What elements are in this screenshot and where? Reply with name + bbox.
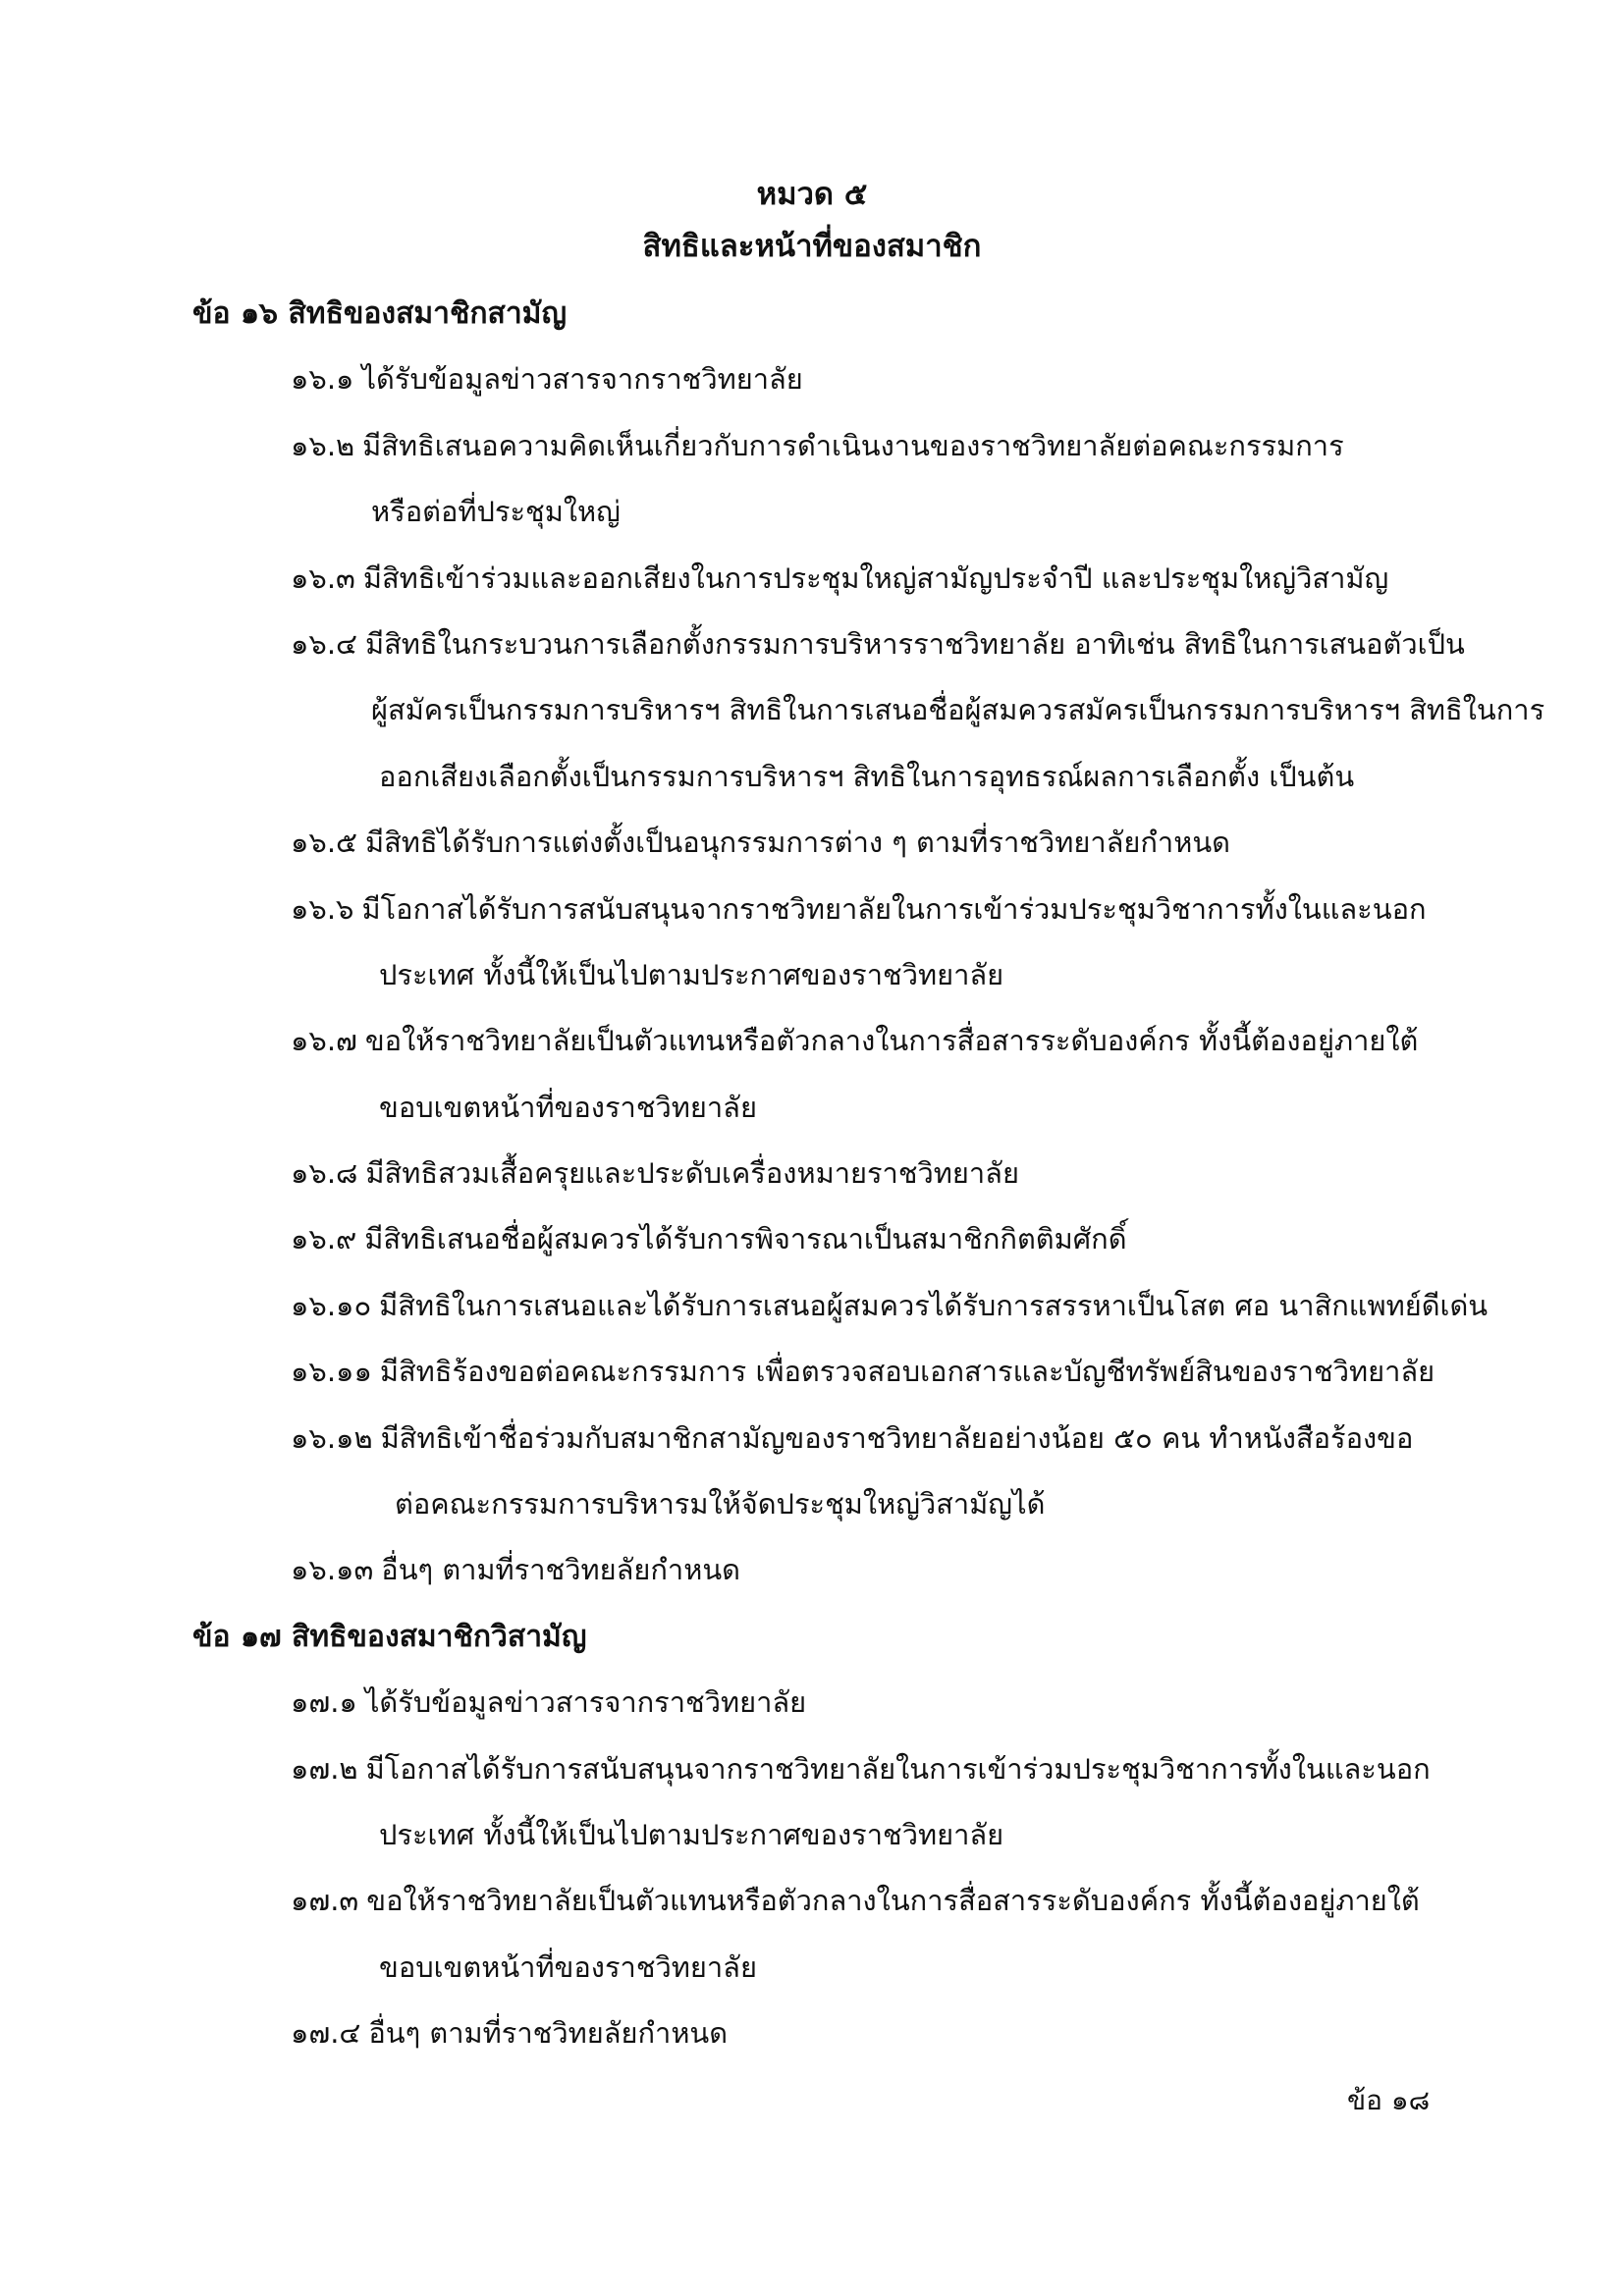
item-text: มีสิทธิได้รับการแต่งตั้งเป็นอนุกรรมการต่าง ๆ ตามที่ราชวิทยาลัยกำหนด (364, 826, 1230, 860)
item-text: มีโอกาสได้รับการสนับสนุนจากราชวิทยาลัยในการเข้าร่วมประชุมวิชาการทั้งในและนอก (361, 891, 1427, 926)
list-item (0, 1273, 1624, 1339)
item-number: ๑๖.๑๓ (291, 1553, 374, 1587)
item-continuation: ประเทศ ทั้งนี้ให้เป็นไปตามประกาศของราชวิทยาลัย (379, 957, 1004, 991)
list-item (0, 1141, 1624, 1206)
item-text: มีสิทธิเข้าชื่อร่วมกับสมาชิกสามัญของราชวิทยาลัยอย่างน้อย ๕๐ คน ทำหนังสือร้องขอ (380, 1420, 1414, 1455)
item-text: อื่นๆ ตามที่ราชวิทยลัยกำหนด (381, 1553, 740, 1587)
section-heading: ข้อ ๑๗ สิทธิของสมาชิกวิสามัญ (192, 1619, 587, 1654)
item-text: มีสิทธิเสนอชื่อผู้สมควรได้รับการพิจารณาเป็นสมาชิกกิตติมศักดิ์ (364, 1222, 1127, 1256)
chapter-title: หมวด ๕ (756, 177, 868, 212)
list-item (0, 810, 1624, 876)
list-item (0, 1537, 1624, 1603)
item-text: ขอให้ราชวิทยาลัยเป็นตัวแทนหรือตัวกลางในการสื่อสารระดับองค์กร ทั้งนี้ต้องอยู่ภายใต้ (364, 1024, 1419, 1058)
list-item (0, 1670, 1624, 1735)
item-number: ๑๖.๕ (291, 826, 357, 860)
item-text: มีสิทธิในกระบวนการเลือกตั้งกรรมการบริหารราชวิทยาลัย อาทิเช่น สิทธิในการเสนอตัวเป็น (364, 626, 1465, 661)
item-text: มีสิทธิสวมเสื้อครุยและประดับเครื่องหมายราชวิทยาลัย (365, 1156, 1019, 1191)
list-item (0, 1406, 1624, 1471)
item-number: ๑๖.๓ (291, 561, 355, 595)
list-item (0, 1868, 1624, 1934)
section-heading: ข้อ ๑๖ สิทธิของสมาชิกสามัญ (192, 296, 568, 331)
item-number: ๑๖.๗ (291, 1024, 357, 1058)
list-item (0, 347, 1624, 412)
item-number: ๑๖.๑๐ (291, 1288, 372, 1322)
list-item (0, 1736, 1624, 1802)
list-item (0, 1339, 1624, 1405)
item-text: มีสิทธิเสนอความคิดเห็นเกี่ยวกับการดำเนินงานของราชวิทยาลัยต่อคณะกรรมการ (362, 428, 1344, 462)
item-continuation: ขอบเขตหน้าที่ของราชวิทยาลัย (379, 1090, 757, 1124)
document-body (0, 281, 1624, 2067)
item-text: มีสิทธิร้องขอต่อคณะกรรมการ เพื่อตรวจสอบเอกสารและบัญชีทรัพย์สินของราชวิทยาลัย (379, 1355, 1435, 1389)
item-number: ๑๖.๑๑ (291, 1355, 372, 1389)
continued-marker: ข้อ ๑๘ (1347, 2084, 1431, 2116)
chapter-subtitle: สิทธิและหน้าที่ของสมาชิก (642, 229, 982, 264)
item-text: มีสิทธิในการเสนอและได้รับการเสนอผู้สมควรได้รับการสรรหาเป็นโสต ศอ นาสิกแพทย์ดีเด่น (379, 1288, 1489, 1322)
item-text: มีโอกาสได้รับการสนับสนุนจากราชวิทยาลัยในการเข้าร่วมประชุมวิชาการทั้งในและนอก (365, 1751, 1431, 1786)
item-number: ๑๗.๒ (291, 1751, 358, 1786)
item-text: ได้รับข้อมูลข่าวสารจากราชวิทยาลัย (361, 362, 803, 397)
item-continuation: ผู้สมัครเป็นกรรมการบริหารฯ สิทธิในการเสนอชื่อผู้สมควรสมัครเป็นกรรมการบริหารฯ สิทธิในการ (371, 693, 1545, 727)
item-continuation: ประเทศ ทั้งนี้ให้เป็นไปตามประกาศของราชวิทยาลัย (379, 1817, 1004, 1851)
item-number: ๑๗.๔ (291, 2016, 361, 2051)
item-continuation: ขอบเขตหน้าที่ของราชวิทยาลัย (379, 1949, 757, 1984)
item-continuation: ออกเสียงเลือกตั้งเป็นกรรมการบริหารฯ สิทธิในการอุทธรณ์ผลการเลือกตั้ง เป็นต้น (379, 759, 1355, 793)
item-number: ๑๖.๑๒ (291, 1420, 373, 1455)
list-item (0, 546, 1624, 612)
list-item (0, 1206, 1624, 1272)
list-item (0, 877, 1624, 942)
item-continuation: ต่อคณะกรรมการบริหารมให้จัดประชุมใหญ่วิสามัญได้ (395, 1487, 1046, 1522)
list-item (0, 1008, 1624, 1074)
item-text: มีสิทธิเข้าร่วมและออกเสียงในการประชุมใหญ่สามัญประจำปี และประชุมใหญ่วิสามัญ (362, 561, 1389, 595)
list-item (0, 612, 1624, 677)
list-item (0, 2001, 1624, 2066)
item-number: ๑๖.๘ (291, 1156, 358, 1191)
item-number: ๑๖.๙ (291, 1222, 357, 1256)
item-number: ๑๖.๖ (291, 891, 354, 926)
list-item (0, 413, 1624, 479)
item-number: ๑๖.๑ (291, 362, 354, 397)
item-text: ได้รับข้อมูลข่าวสารจากราชวิทยาลัย (364, 1685, 807, 1720)
item-text: ขอให้ราชวิทยาลัยเป็นตัวแทนหรือตัวกลางในการสื่อสารระดับองค์กร ทั้งนี้ต้องอยู่ภายใต้ (366, 1884, 1420, 1918)
item-number: ๑๖.๒ (291, 428, 355, 462)
item-text: อื่นๆ ตามที่ราชวิทยลัยกำหนด (368, 2016, 729, 2051)
item-number: ๑๖.๔ (291, 626, 357, 661)
item-continuation: หรือต่อที่ประชุมใหญ่ (371, 495, 621, 529)
item-number: ๑๗.๑ (291, 1685, 357, 1720)
item-number: ๑๗.๓ (291, 1884, 359, 1918)
